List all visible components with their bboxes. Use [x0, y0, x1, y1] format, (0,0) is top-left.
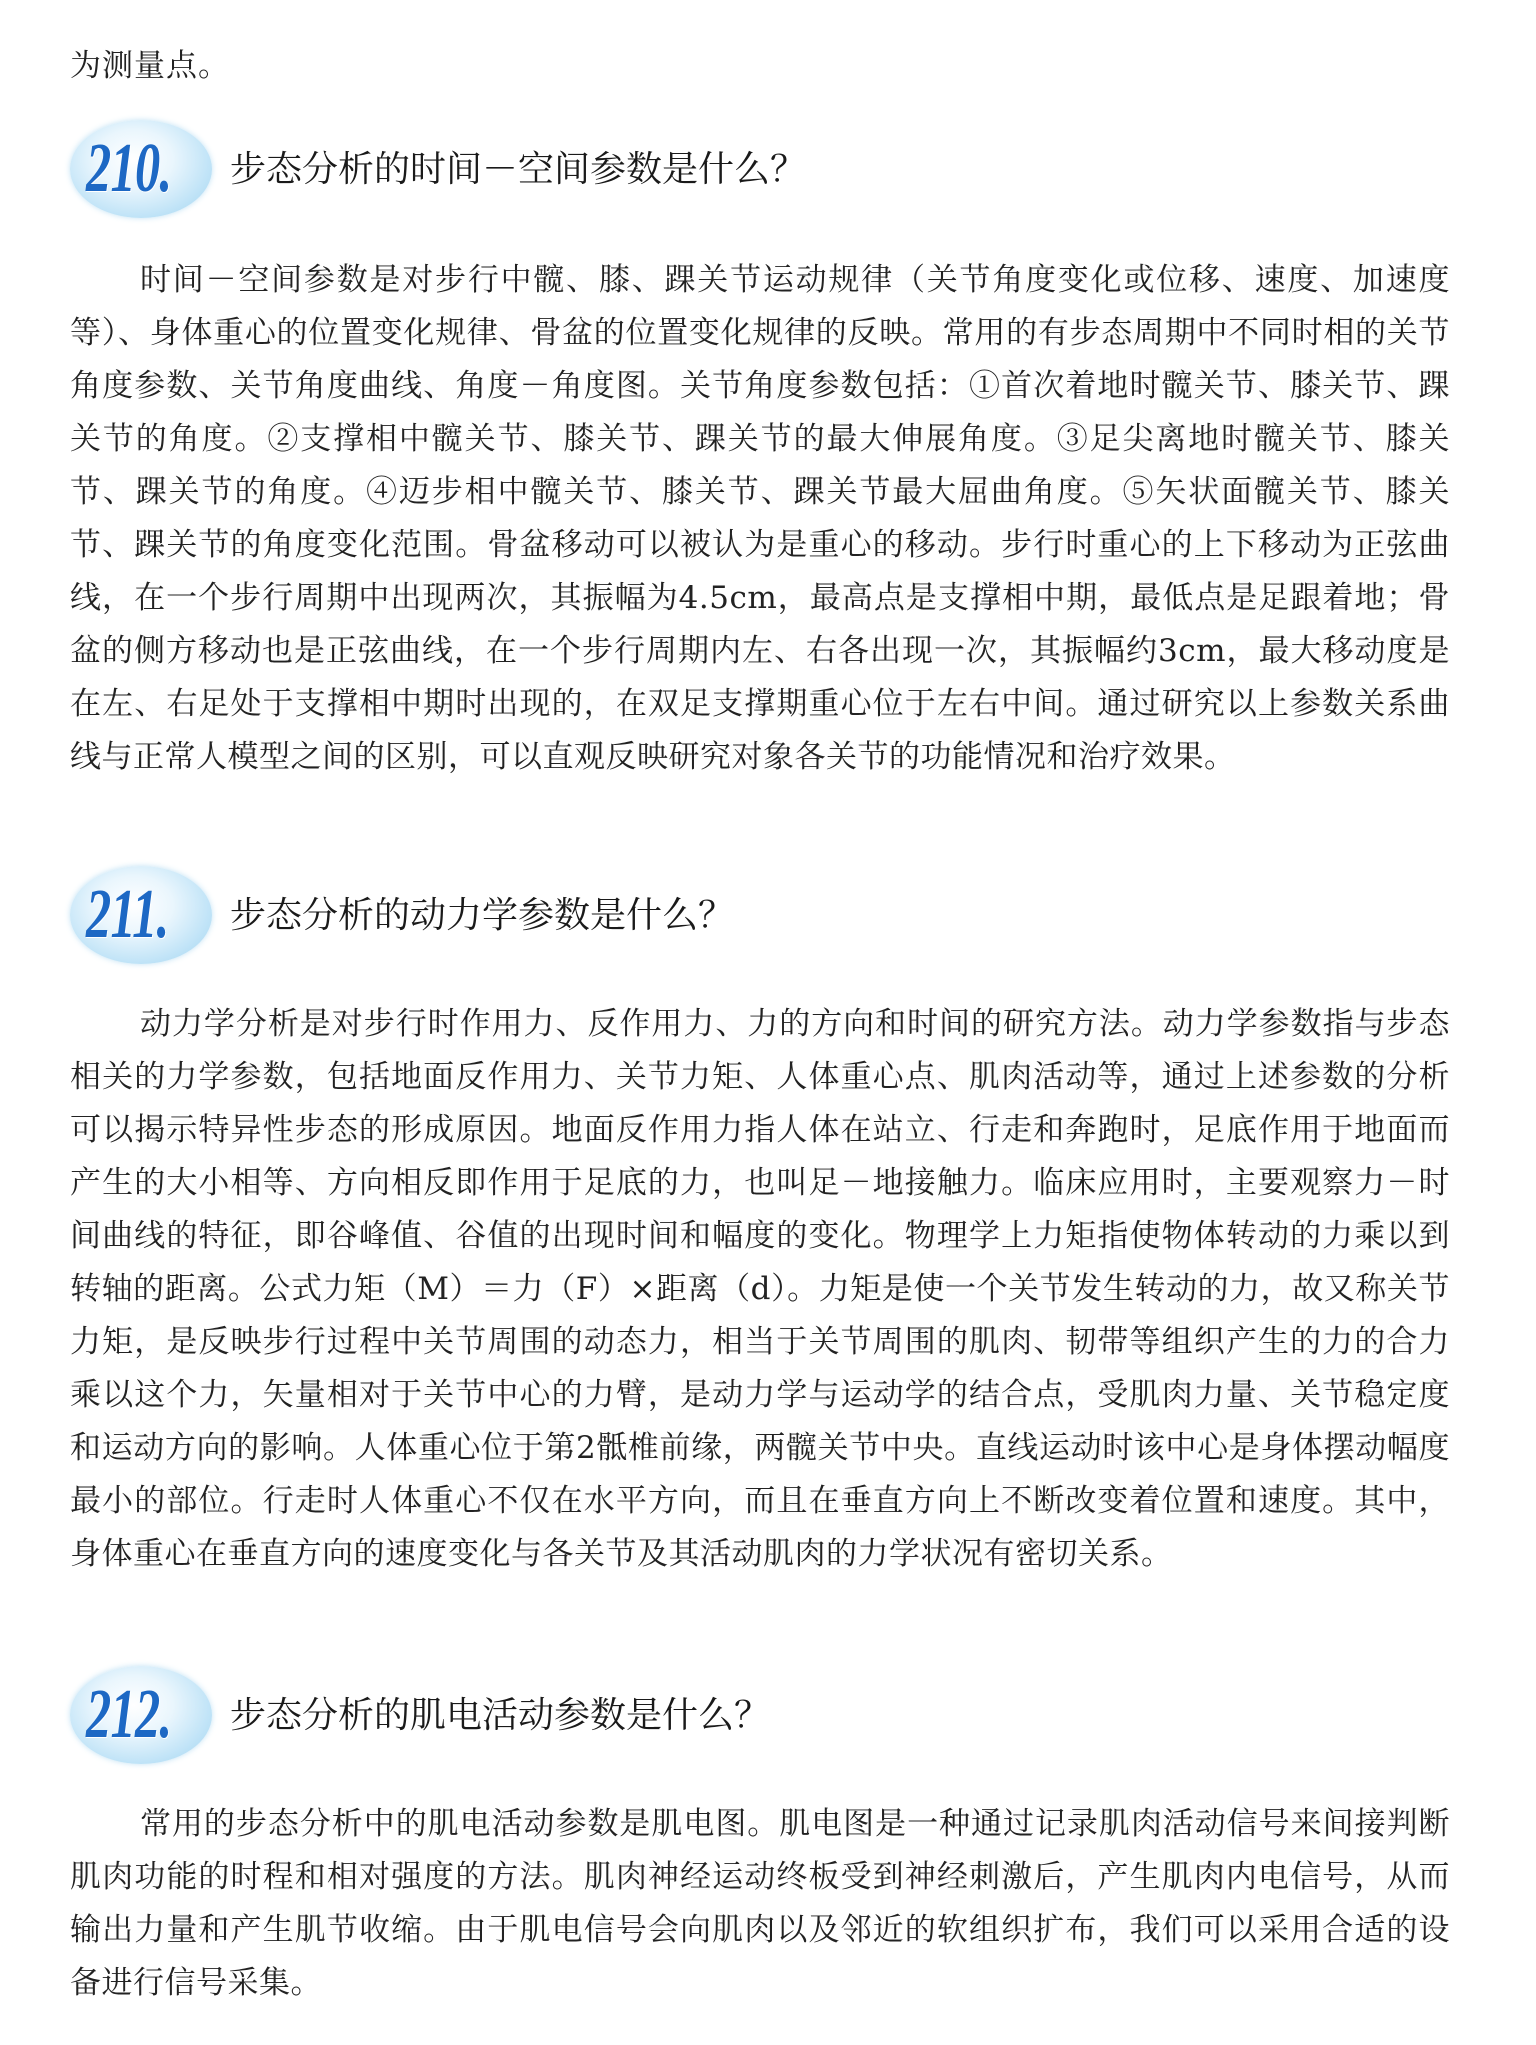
question-title: 步态分析的时间－空间参数是什么？ [230, 149, 807, 190]
answer-paragraph-212: 常用的步态分析中的肌电活动参数是肌电图。肌电图是一种通过记录肌肉活动信号来间接判断肌肉功能的时程和相对强度的方法。肌肉神经运动终板受到神经刺激后，产生肌肉内电信号，从而输出力量和产生肌节收缩。由于肌电信号会向肌肉以及邻近的软组织扩布，我们可以采用合适的设备进行信号采集。 [70, 1806, 1450, 2001]
question-title: 步态分析的肌电活动参数是什么？ [230, 1695, 771, 1736]
continued-text: 为测量点。 [70, 48, 230, 84]
question-title: 步态分析的动力学参数是什么？ [230, 895, 735, 936]
answer-paragraph-210: 时间－空间参数是对步行中髋、膝、踝关节运动规律（关节角度变化或位移、速度、加速度等）、身体重心的位置变化规律、骨盆的位置变化规律的反映。常用的有步态周期中不同时相的关节角度参数、关节角度曲线、角度－角度图。关节角度参数包括：①首次着地时髋关节、膝关节、踝关节的角度。②支撑相中髋关节、膝关节、踝关节的最大伸展角度。③足尖离地时髋关节、膝关节、踝关节的角度。④迈步相中髋关节、膝关节、踝关节最大屈曲角度。⑤矢状面髋关节、膝关节、踝关节的角度变化范围。骨盆移动可以被认为是重心的移动。步行时重心的上下移动为正弦曲线，在一个步行周期中出现两次，其振幅为4.5cm，最高点是支撑相中期，最低点是足跟着地；骨盆的侧方移动也是正弦曲线，在一个步行周期内左、右各出现一次，其振幅约3cm，最大移动度是在左、右足处于支撑相中期时出现的，在双足支撑期重心位于左右中间。通过研究以上参数关系曲线与正常人模型之间的区别，可以直观反映研究对象各关节的功能情况和治疗效果。 [70, 262, 1450, 775]
question-number: 211. [86, 876, 169, 953]
question-header-210 [64, 112, 1464, 242]
question-number: 210. [86, 130, 172, 207]
question-number: 212. [86, 1676, 172, 1753]
answer-paragraph-211: 动力学分析是对步行时作用力、反作用力、力的方向和时间的研究方法。动力学参数指与步态相关的力学参数，包括地面反作用力、关节力矩、人体重心点、肌肉活动等，通过上述参数的分析可以揭示特异性步态的形成原因。地面反作用力指人体在站立、行走和奔跑时，足底作用于地面而产生的大小相等、方向相反即作用于足底的力，也叫足－地接触力。临床应用时，主要观察力－时间曲线的特征，即谷峰值、谷值的出现时间和幅度的变化。物理学上力矩指使物体转动的力乘以到转轴的距离。公式力矩（M）＝力（F）×距离（d）。力矩是使一个关节发生转动的力，故又称关节力矩，是反映步行过程中关节周围的动态力，相当于关节周围的肌肉、韧带等组织产生的力的合力乘以这个力，矢量相对于关节中心的力臂，是动力学与运动学的结合点，受肌肉力量、关节稳定度和运动方向的影响。人体重心位于第2骶椎前缘，两髋关节中央。直线运动时该中心是身体摆动幅度最小的部位。行走时人体重心不仅在水平方向，而且在垂直方向上不断改变着位置和速度。其中，身体重心在垂直方向的速度变化与各关节及其活动肌肉的力学状况有密切关系。 [70, 1006, 1450, 1572]
question-header-211 [64, 858, 1464, 988]
question-header-212 [64, 1658, 1464, 1788]
